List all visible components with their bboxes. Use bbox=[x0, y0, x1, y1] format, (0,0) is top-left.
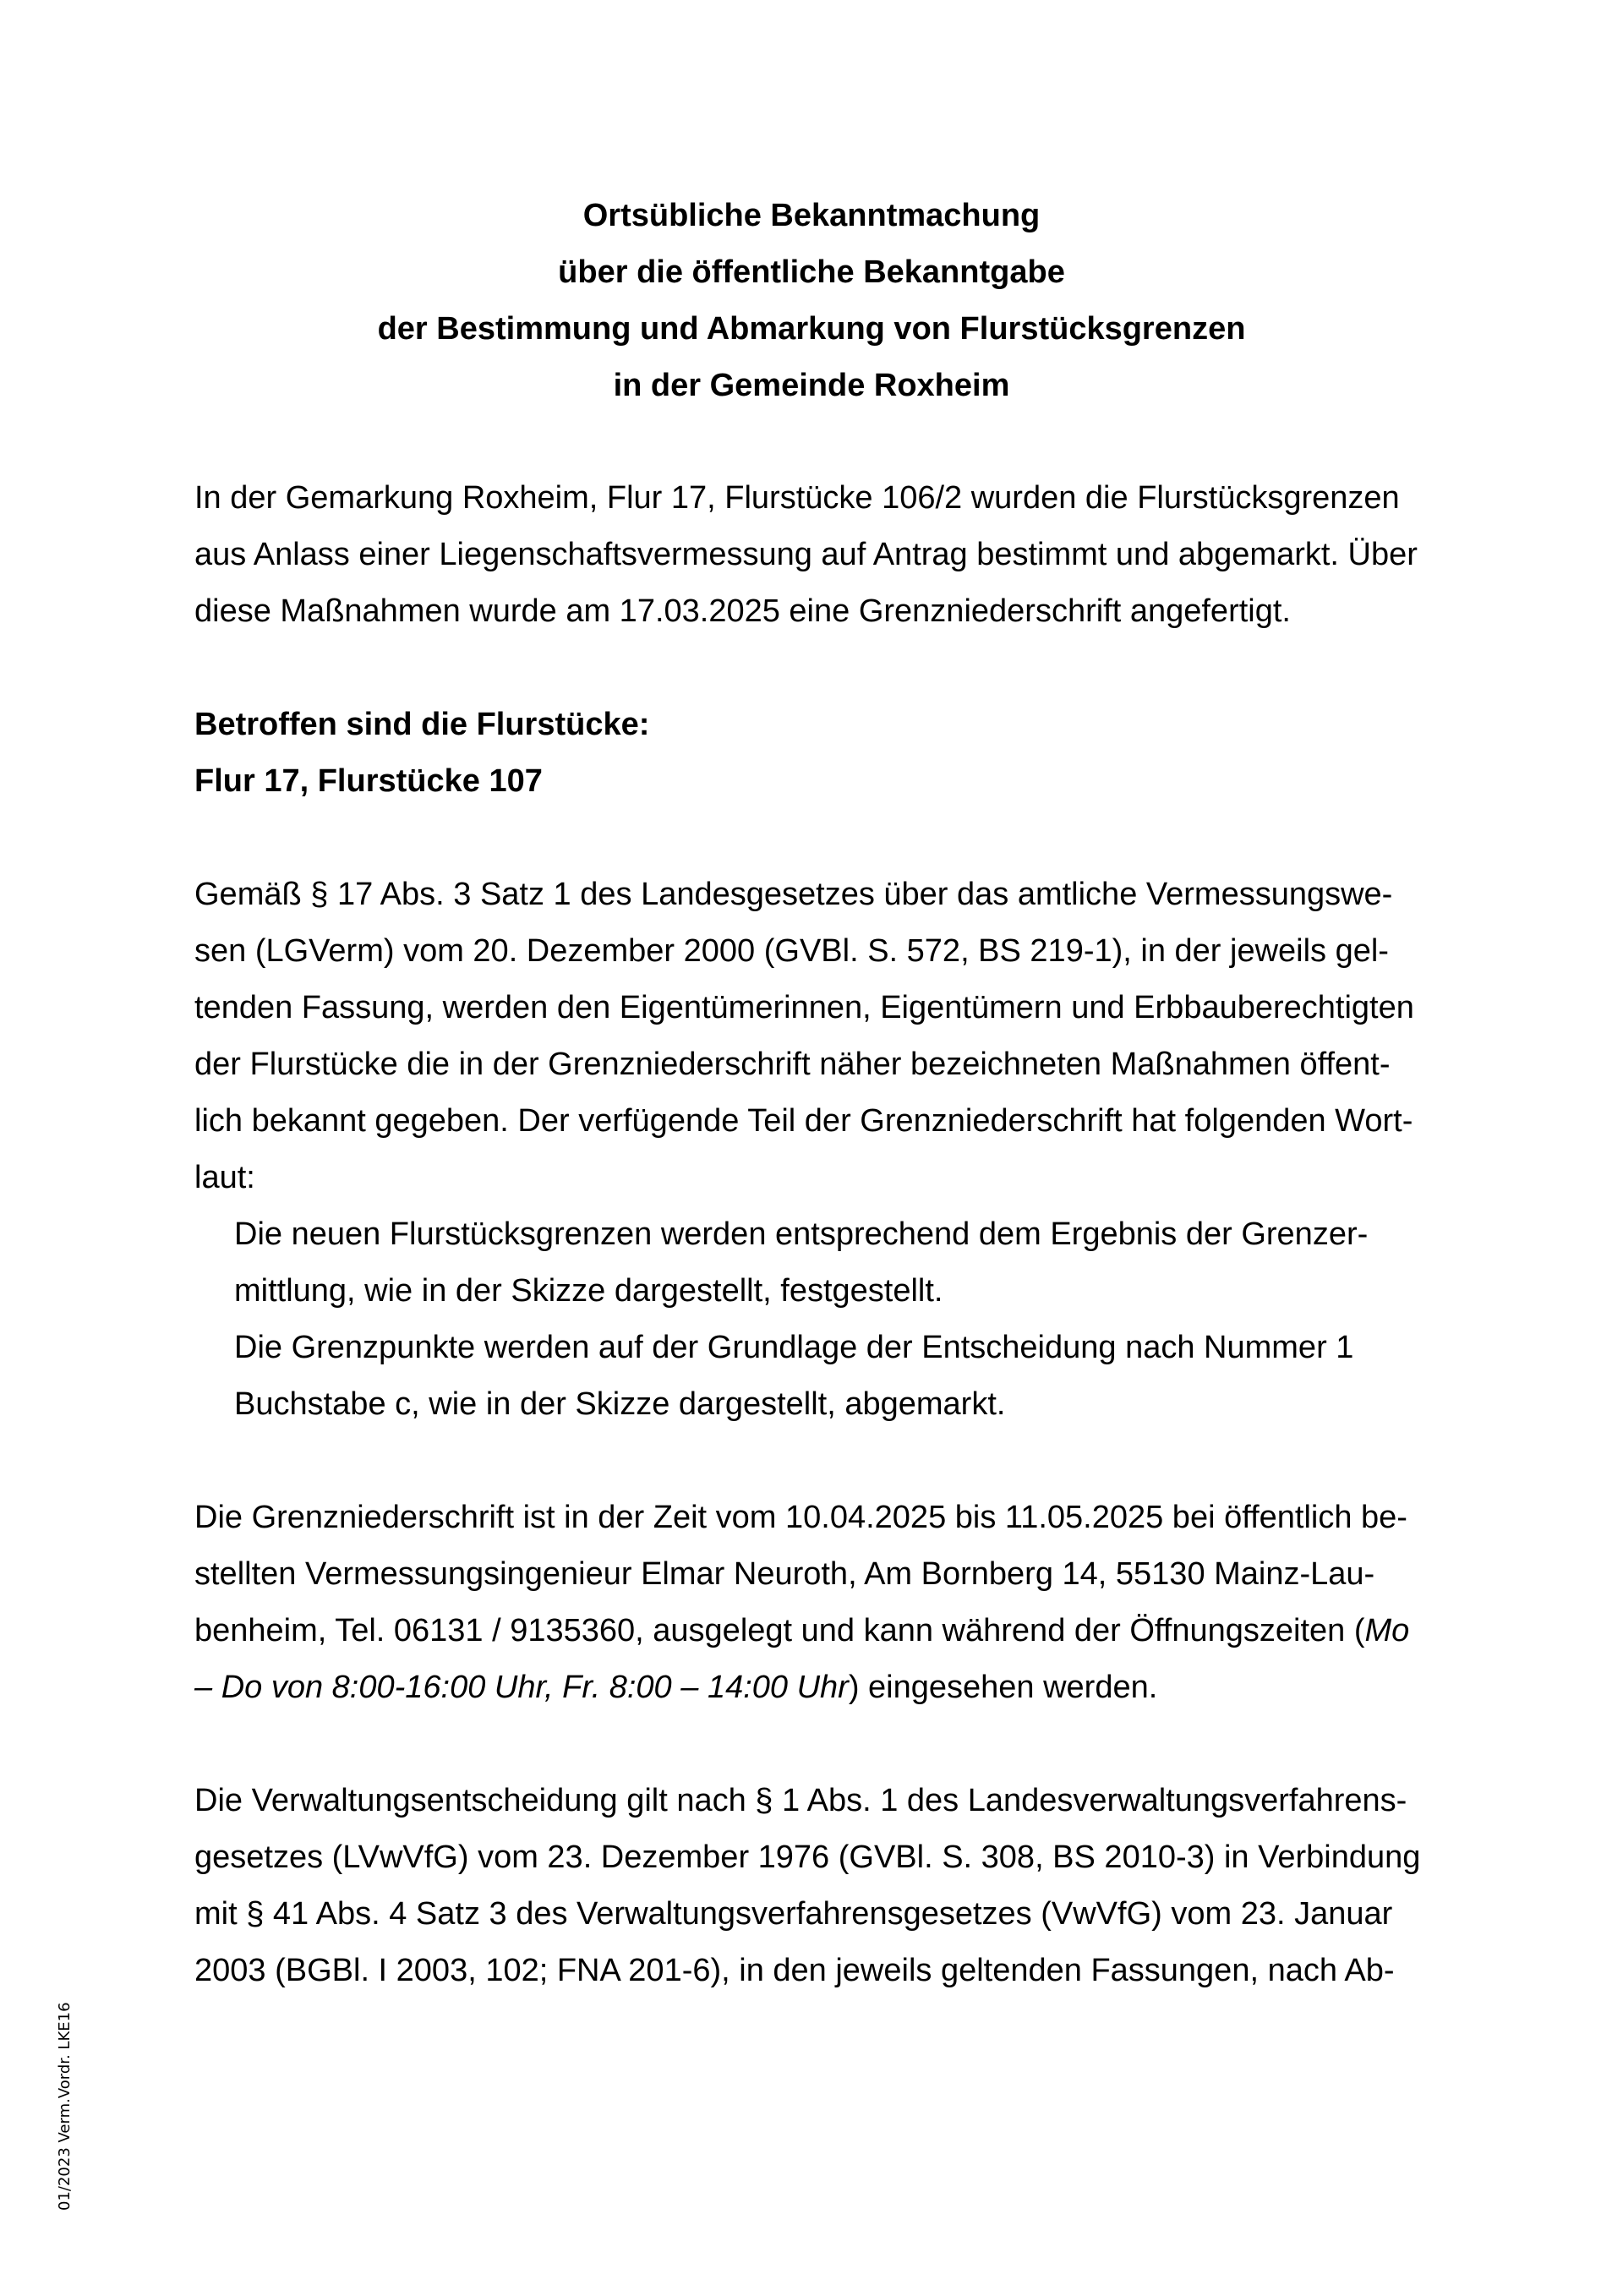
decision-line-1: Die Verwaltungsentscheidung gilt nach § 1 Abs. 1 des Landesverwaltungsverfahrens- bbox=[194, 1783, 1407, 1818]
spacer bbox=[194, 1433, 1462, 1490]
viewing-line-3-text: benheim, Tel. 06131 / 9135360, ausgelegt und kann während der Öffnungszeiten ( bbox=[194, 1613, 1365, 1648]
opening-hours: – Do von 8:00-16:00 Uhr, Fr. 8:00 – 14:00 Uhr bbox=[194, 1670, 849, 1705]
viewing-line-4 bbox=[194, 1659, 1462, 1716]
quote-line-4: Buchstabe c, wie in der Skizze dargestellt, abgemarkt. bbox=[234, 1386, 1006, 1422]
decision-line-3: mit § 41 Abs. 4 Satz 3 des Verwaltungsverfahrensgesetzes (VwVfG) vom 23. Januar bbox=[194, 1896, 1393, 1932]
decision-line-4: 2003 (BGBl. I 2003, 102; FNA 201-6), in den jeweils geltenden Fassungen, nach Ab- bbox=[194, 1953, 1395, 1988]
intro-line-1: In der Gemarkung Roxheim, Flur 17, Flurstücke 106/2 wurden die Flurstücksgrenzen bbox=[194, 480, 1400, 516]
legal-line-5: lich bekannt gegeben. Der verfügende Teil der Grenzniederschrift hat folgenden Wort- bbox=[194, 1103, 1413, 1139]
form-reference-note: 01/2023 Verm.Vordr. LKE16 bbox=[56, 2002, 74, 2211]
intro-line-2: aus Anlass einer Liegenschaftsvermessung auf Antrag bestimmt und abgemarkt. Über bbox=[194, 537, 1418, 572]
viewing-paragraph bbox=[194, 1490, 1462, 1716]
title-line-3: der Bestimmung und Abmarkung von Flurstücksgrenzen bbox=[377, 311, 1246, 347]
title-line-2: über die öffentliche Bekanntgabe bbox=[558, 254, 1065, 290]
viewing-line-1: Die Grenzniederschrift ist in der Zeit vom 10.04.2025 bis 11.05.2025 bei öffentlich be- bbox=[194, 1500, 1407, 1535]
opening-hours-start: Mo bbox=[1364, 1613, 1410, 1648]
affected-parcels-list: Flur 17, Flurstücke 107 bbox=[194, 763, 543, 799]
document-title bbox=[0, 188, 1623, 414]
quote-line-2: mittlung, wie in der Skizze dargestellt, festgestellt. bbox=[234, 1273, 943, 1309]
spacer bbox=[194, 1716, 1462, 1773]
viewing-line-4-text: ) eingesehen werden. bbox=[848, 1670, 1158, 1705]
affected-parcels bbox=[194, 697, 1462, 810]
title-line-1: Ortsübliche Bekanntmachung bbox=[582, 198, 1041, 233]
quote-line-1: Die neuen Flurstücksgrenzen werden entsprechend dem Ergebnis der Grenzer- bbox=[234, 1216, 1369, 1252]
quote-line-3: Die Grenzpunkte werden auf der Grundlage der Entscheidung nach Nummer 1 bbox=[234, 1330, 1354, 1365]
decision-line-2: gesetzes (LVwVfG) vom 23. Dezember 1976 (GVBl. S. 308, BS 2010-3) in Verbindung bbox=[194, 1840, 1421, 1875]
legal-line-6: laut: bbox=[194, 1160, 255, 1195]
spacer bbox=[194, 640, 1462, 697]
affected-heading: Betroffen sind die Flurstücke: bbox=[194, 707, 650, 742]
viewing-line-3 bbox=[194, 1603, 1462, 1659]
legal-line-3: tenden Fassung, werden den Eigentümerinnen, Eigentümern und Erbbauberechtigten bbox=[194, 990, 1414, 1025]
legal-line-4: der Flurstücke die in der Grenzniederschrift näher bezeichneten Maßnahmen öffent- bbox=[194, 1047, 1391, 1082]
quoted-decision bbox=[194, 1206, 1462, 1433]
spacer bbox=[194, 810, 1462, 866]
intro-paragraph bbox=[194, 470, 1462, 640]
intro-line-3: diese Maßnahmen wurde am 17.03.2025 eine Grenzniederschrift angefertigt. bbox=[194, 593, 1291, 629]
document-body bbox=[194, 470, 1462, 1999]
title-line-4: in der Gemeinde Roxheim bbox=[613, 368, 1010, 403]
legal-paragraph bbox=[194, 866, 1462, 1206]
decision-paragraph bbox=[194, 1773, 1462, 1999]
viewing-line-2: stellten Vermessungsingenieur Elmar Neuroth, Am Bornberg 14, 55130 Mainz-Lau- bbox=[194, 1556, 1375, 1592]
legal-line-1: Gemäß § 17 Abs. 3 Satz 1 des Landesgesetzes über das amtliche Vermessungswe- bbox=[194, 877, 1393, 912]
legal-line-2: sen (LGVerm) vom 20. Dezember 2000 (GVBl. S. 572, BS 219-1), in der jeweils gel- bbox=[194, 933, 1389, 969]
